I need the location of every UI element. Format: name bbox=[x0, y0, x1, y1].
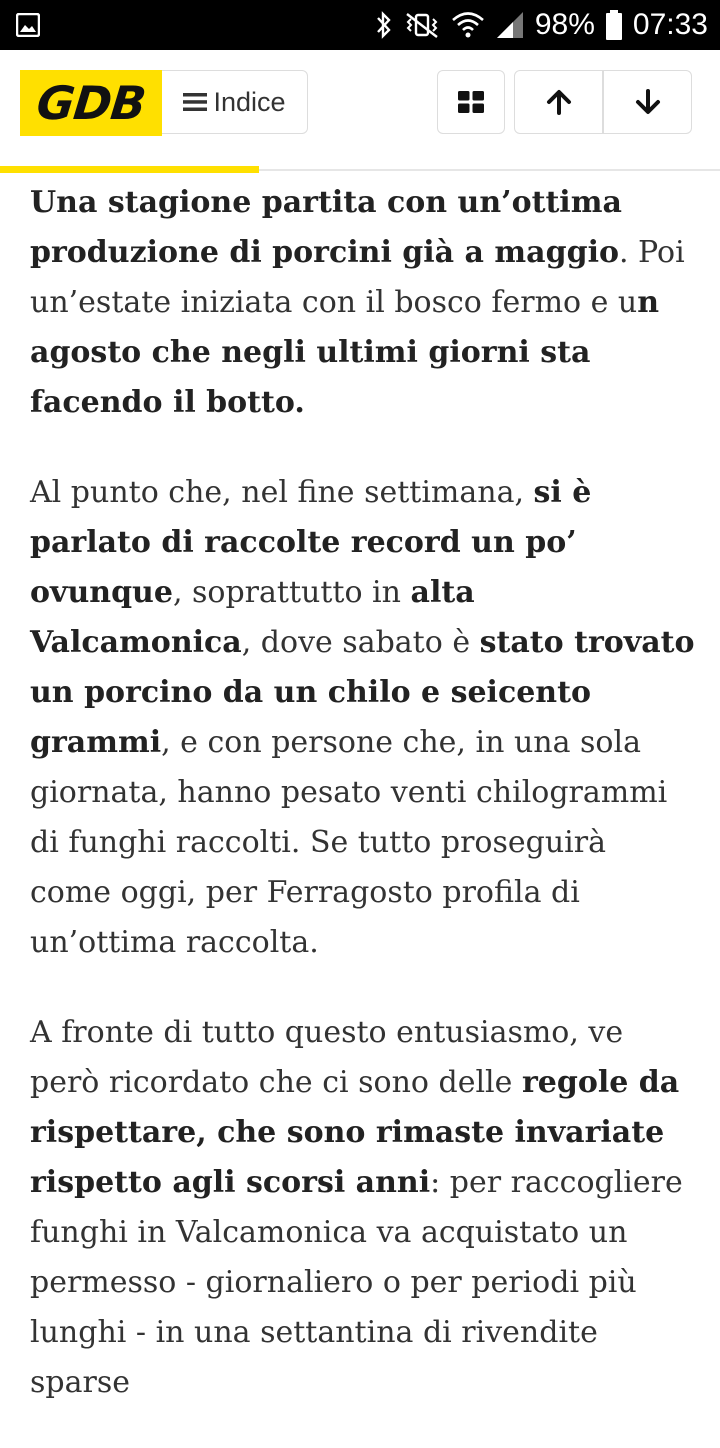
wifi-icon bbox=[451, 10, 485, 40]
body-text: : per raccogliere funghi in Valcamonica va acquistato un permesso - giornaliero o per periodi più lunghi - in una settantina di rivendite sparse bbox=[30, 1165, 683, 1400]
status-bar bbox=[0, 0, 720, 50]
arrow-down-icon bbox=[635, 89, 661, 115]
body-text: , soprattutto in bbox=[172, 575, 411, 610]
bold-text: Una stagione partita con un’ottima produzione di porcini già a maggio bbox=[30, 185, 622, 270]
grid-icon bbox=[458, 91, 484, 113]
clock: 07:33 bbox=[632, 8, 708, 41]
hamburger-menu-icon bbox=[183, 92, 207, 112]
index-button[interactable] bbox=[162, 70, 308, 134]
article-paragraph bbox=[30, 468, 695, 968]
article-paragraph bbox=[30, 1008, 695, 1408]
gallery-notification-icon bbox=[16, 13, 40, 37]
bold-text: si è parlato di raccolte record un po’ ovunque bbox=[30, 475, 592, 610]
site-header bbox=[0, 50, 720, 171]
bold-text: n agosto che negli ultimi giorni sta facendo il botto. bbox=[30, 285, 660, 420]
arrow-up-icon bbox=[546, 89, 572, 115]
body-text: A fronte di tutto questo entusiasmo, ve però ricordato che ci sono delle bbox=[30, 1015, 624, 1100]
article-paragraph bbox=[30, 178, 695, 428]
reading-progress-bar bbox=[0, 166, 259, 173]
previous-article-button[interactable] bbox=[514, 70, 603, 134]
bluetooth-icon bbox=[375, 10, 393, 40]
body-text: Al punto che, nel fine settimana, bbox=[30, 475, 534, 510]
bold-text: alta Valcamonica bbox=[30, 575, 475, 660]
article-body bbox=[30, 178, 695, 1448]
index-label: Indice bbox=[213, 86, 286, 117]
body-text: , e con persone che, in una sola giornata, hanno pesato venti chilogrammi di funghi raccolti. Se tutto proseguirà come oggi, per Ferragosto profila di un’ottima raccolta. bbox=[30, 725, 668, 960]
bold-text: regole da rispettare, che sono rimaste invariate rispetto agli scorsi anni bbox=[30, 1065, 680, 1200]
logo-text: GDB bbox=[34, 76, 148, 130]
vibrate-icon bbox=[403, 10, 441, 40]
next-article-button[interactable] bbox=[603, 70, 692, 134]
sections-grid-button[interactable] bbox=[437, 70, 505, 134]
battery-icon bbox=[605, 9, 623, 41]
gdb-logo[interactable] bbox=[20, 70, 162, 136]
battery-percent: 98% bbox=[534, 8, 595, 41]
body-text: , dove sabato è bbox=[241, 625, 480, 660]
body-text: . Poi un’estate iniziata con il bosco fermo e u bbox=[30, 235, 685, 320]
bold-text: stato trovato un porcino da un chilo e seicento grammi bbox=[30, 625, 695, 760]
signal-icon bbox=[495, 10, 525, 40]
